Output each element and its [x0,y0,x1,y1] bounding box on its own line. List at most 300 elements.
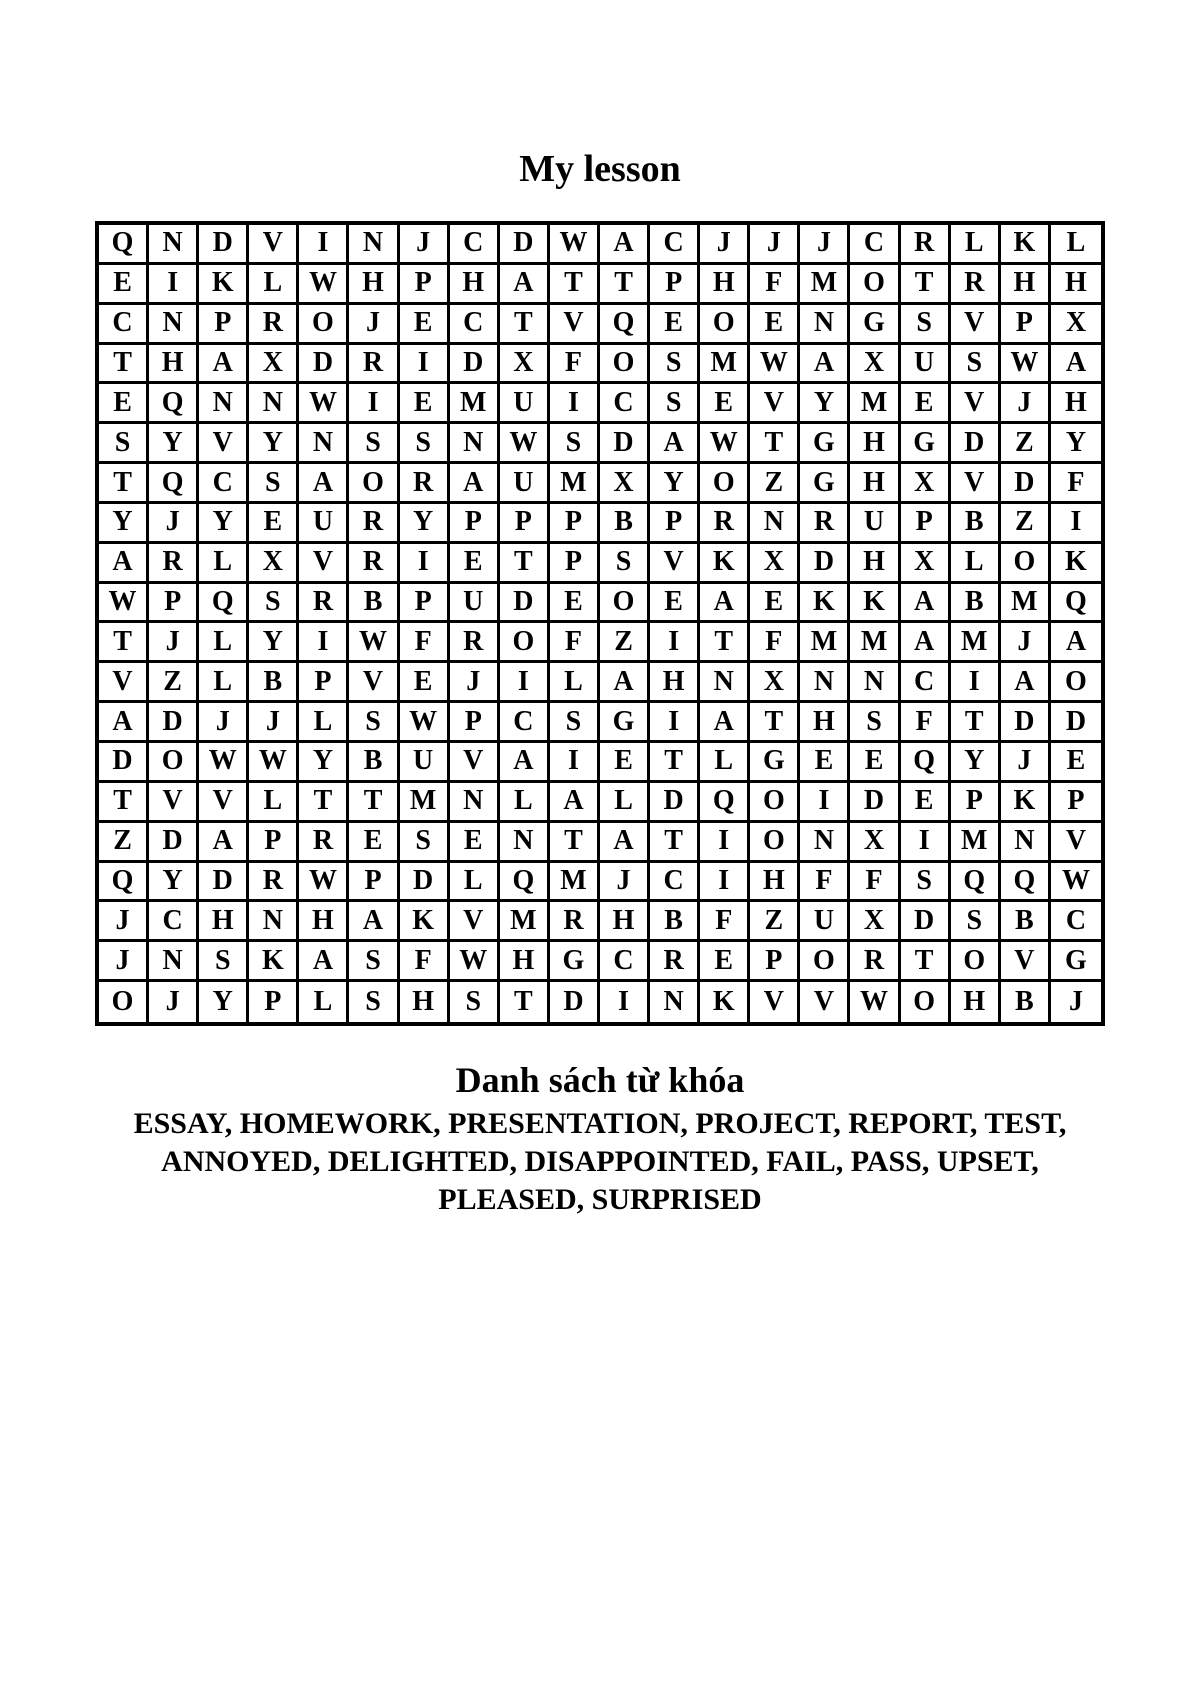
grid-cell: W [349,623,399,663]
grid-cell: S [650,384,700,424]
grid-cell: X [249,345,299,385]
grid-cell: U [450,584,500,624]
grid-cell: O [500,623,550,663]
grid-cell: H [500,942,550,982]
grid-cell: H [951,982,1001,1022]
grid-cell: T [500,982,550,1022]
keyword-line: PLEASED, SURPRISED [438,1183,762,1216]
grid-cell: L [299,982,349,1022]
grid-cell: P [750,942,800,982]
grid-cell: D [149,823,199,863]
grid-cell: N [349,225,399,265]
grid-cell: R [149,544,199,584]
grid-cell: V [450,743,500,783]
grid-cell: I [400,345,450,385]
grid-cell: P [550,544,600,584]
grid-cell: Q [700,783,750,823]
grid-cell: A [299,942,349,982]
grid-cell: W [299,265,349,305]
grid-cell: O [99,982,149,1022]
grid-cell: M [550,863,600,903]
grid-cell: D [149,703,199,743]
grid-cell: A [1001,663,1051,703]
grid-cell: G [800,424,850,464]
grid-cell: Q [1001,863,1051,903]
grid-cell: J [1001,743,1051,783]
grid-cell: A [700,584,750,624]
grid-cell: R [349,544,399,584]
grid-cell: Z [750,464,800,504]
grid-cell: Y [99,504,149,544]
grid-cell: L [951,544,1001,584]
grid-cell: B [349,743,399,783]
grid-cell: V [199,783,249,823]
grid-cell: F [800,863,850,903]
grid-cell: T [750,703,800,743]
grid-cell: P [500,504,550,544]
grid-cell: O [800,942,850,982]
grid-cell: V [299,544,349,584]
grid-cell: O [600,584,650,624]
grid-cell: S [349,703,399,743]
grid-cell: E [450,544,500,584]
grid-cell: A [199,345,249,385]
grid-cell: M [450,384,500,424]
grid-cell: J [149,504,199,544]
grid-cell: P [199,305,249,345]
grid-cell: J [149,623,199,663]
grid-cell: K [800,584,850,624]
grid-cell: C [650,863,700,903]
grid-cell: B [1001,902,1051,942]
grid-cell: V [951,384,1001,424]
grid-cell: E [349,823,399,863]
page-title: My lesson [519,148,681,190]
grid-cell: M [550,464,600,504]
grid-cell: A [500,743,550,783]
grid-cell: V [199,424,249,464]
grid-cell: D [450,345,500,385]
grid-cell: B [1001,982,1051,1022]
grid-cell: Q [901,743,951,783]
grid-cell: E [650,584,700,624]
grid-cell: H [700,265,750,305]
grid-cell: L [249,783,299,823]
grid-cell: O [600,345,650,385]
grid-cell: Y [800,384,850,424]
grid-cell: S [550,703,600,743]
grid-cell: Y [249,623,299,663]
grid-cell: O [750,783,800,823]
grid-cell: E [750,584,800,624]
grid-cell: D [901,902,951,942]
grid-cell: Q [500,863,550,903]
grid-cell: T [500,305,550,345]
grid-cell: M [850,623,900,663]
grid-cell: Y [199,504,249,544]
grid-cell: H [349,265,399,305]
grid-cell: S [249,584,299,624]
grid-cell: H [450,265,500,305]
grid-cell: D [1001,464,1051,504]
grid-cell: T [99,345,149,385]
grid-cell: Z [99,823,149,863]
grid-cell: X [600,464,650,504]
grid-cell: E [99,265,149,305]
keyword-list [60,1105,1140,1219]
grid-cell: C [199,464,249,504]
grid-cell: W [1051,863,1101,903]
grid-cell: Y [650,464,700,504]
grid-cell: D [1051,703,1101,743]
grid-cell: P [249,982,299,1022]
grid-cell: B [650,902,700,942]
grid-cell: O [750,823,800,863]
grid-cell: S [901,305,951,345]
grid-cell: D [650,783,700,823]
grid-cell: F [550,623,600,663]
grid-cell: W [400,703,450,743]
grid-cell: N [1001,823,1051,863]
grid-cell: N [800,823,850,863]
grid-cell: M [500,902,550,942]
grid-cell: N [650,982,700,1022]
grid-cell: C [500,703,550,743]
grid-cell: D [299,345,349,385]
grid-cell: W [299,384,349,424]
grid-cell: P [1001,305,1051,345]
grid-cell: D [600,424,650,464]
grid-cell: H [1051,384,1101,424]
grid-cell: E [850,743,900,783]
grid-cell: G [1051,942,1101,982]
grid-cell: F [750,623,800,663]
grid-cell: E [249,504,299,544]
grid-cell: I [800,783,850,823]
grid-cell: J [600,863,650,903]
grid-cell: L [600,783,650,823]
grid-cell: A [99,544,149,584]
grid-cell: N [149,942,199,982]
grid-cell: E [901,783,951,823]
grid-cell: O [1051,663,1101,703]
grid-cell: N [850,663,900,703]
grid-cell: W [99,584,149,624]
grid-cell: J [99,902,149,942]
grid-cell: A [650,424,700,464]
grid-cell: T [700,623,750,663]
grid-cell: Y [299,743,349,783]
grid-cell: M [400,783,450,823]
grid-cell: D [1001,703,1051,743]
grid-cell: W [700,424,750,464]
grid-cell: X [901,544,951,584]
grid-cell: J [199,703,249,743]
grid-cell: Y [149,863,199,903]
grid-cell: X [850,902,900,942]
grid-cell: C [901,663,951,703]
grid-cell: R [349,504,399,544]
grid-cell: H [750,863,800,903]
grid-cell: Y [951,743,1001,783]
grid-cell: W [1001,345,1051,385]
grid-cell: S [901,863,951,903]
grid-cell: F [400,623,450,663]
grid-cell: M [700,345,750,385]
grid-cell: R [650,942,700,982]
grid-cell: O [850,265,900,305]
grid-cell: R [299,823,349,863]
grid-cell: A [299,464,349,504]
grid-cell: A [1051,345,1101,385]
grid-cell: Y [400,504,450,544]
grid-cell: H [299,902,349,942]
grid-cell: A [450,464,500,504]
grid-cell: P [650,265,700,305]
grid-cell: D [199,225,249,265]
keyword-line: ANNOYED, DELIGHTED, DISAPPOINTED, FAIL, PASS, UPSET, [161,1145,1039,1178]
grid-cell: L [550,663,600,703]
grid-cell: X [850,345,900,385]
grid-cell: I [400,544,450,584]
grid-cell: V [249,225,299,265]
grid-cell: O [951,942,1001,982]
grid-cell: T [500,544,550,584]
grid-cell: A [901,623,951,663]
grid-cell: S [249,464,299,504]
grid-cell: B [951,584,1001,624]
grid-cell: J [800,225,850,265]
grid-cell: N [149,305,199,345]
grid-cell: P [400,265,450,305]
grid-cell: P [1051,783,1101,823]
grid-cell: C [450,305,500,345]
grid-cell: D [800,544,850,584]
grid-cell: W [850,982,900,1022]
grid-cell: O [149,743,199,783]
grid-cell: B [249,663,299,703]
grid-cell: F [550,345,600,385]
grid-cell: L [249,265,299,305]
grid-cell: W [550,225,600,265]
grid-cell: U [299,504,349,544]
grid-cell: K [199,265,249,305]
grid-cell: K [1001,783,1051,823]
grid-cell: L [199,623,249,663]
grid-cell: T [901,265,951,305]
grid-cell: S [199,942,249,982]
grid-cell: H [199,902,249,942]
grid-cell: Q [951,863,1001,903]
grid-cell: L [199,544,249,584]
grid-cell: I [550,743,600,783]
grid-cell: W [299,863,349,903]
grid-cell: T [99,464,149,504]
grid-cell: B [349,584,399,624]
grid-cell: E [400,663,450,703]
grid-cell: L [1051,225,1101,265]
grid-cell: U [800,902,850,942]
grid-cell: C [1051,902,1101,942]
grid-cell: I [349,384,399,424]
grid-cell: S [951,345,1001,385]
grid-cell: E [800,743,850,783]
grid-cell: M [800,623,850,663]
grid-cell: S [349,424,399,464]
grid-cell: Z [750,902,800,942]
grid-cell: Z [149,663,199,703]
grid-cell: N [750,504,800,544]
grid-cell: E [600,743,650,783]
grid-cell: J [1068,986,1083,1018]
grid-cell: E [700,384,750,424]
grid-cell: R [249,863,299,903]
grid-cell: H [1051,265,1101,305]
grid-cell: H [650,663,700,703]
grid-cell: E [750,305,800,345]
grid-cell: Q [600,305,650,345]
grid-cell: C [450,225,500,265]
grid-cell: F [400,942,450,982]
grid-cell: U [500,464,550,504]
grid-cell: S [550,424,600,464]
grid-cell: I [149,265,199,305]
grid-cell: A [99,703,149,743]
grid-cell: I [299,225,349,265]
grid-cell: A [901,584,951,624]
grid-cell: Q [149,384,199,424]
grid-cell: I [600,982,650,1022]
word-search-grid [95,221,1105,1026]
grid-cell: V [149,783,199,823]
grid-cell: A [349,902,399,942]
grid-cell: L [500,783,550,823]
grid-cell: V [750,384,800,424]
grid-cell: R [850,942,900,982]
grid-cell: P [299,663,349,703]
grid-cell: S [99,424,149,464]
grid-cell: Q [99,225,149,265]
grid-cell: J [249,703,299,743]
grid-cell: K [400,902,450,942]
grid-cell: O [349,464,399,504]
grid-cell: N [149,225,199,265]
grid-cell: Q [99,863,149,903]
grid-cell: A [800,345,850,385]
grid-cell: S [400,424,450,464]
grid-cell: C [850,225,900,265]
grid-cell: M [800,265,850,305]
grid-cell: N [249,902,299,942]
grid-cell: U [400,743,450,783]
grid-cell: L [700,743,750,783]
grid-cell: O [1001,544,1051,584]
grid-cell: X [500,345,550,385]
grid-cell: H [850,464,900,504]
grid-cell: J [700,225,750,265]
grid-cell: A [700,703,750,743]
grid-cell: I [700,863,750,903]
grid-cell: N [800,663,850,703]
grid-cell: Z [600,623,650,663]
grid-cell: E [650,305,700,345]
grid-cell: X [750,663,800,703]
grid-cell: Z [1001,504,1051,544]
grid-cell: J [450,663,500,703]
grid-cell: P [450,504,500,544]
grid-cell: Q [149,464,199,504]
grid-cell: M [951,823,1001,863]
grid-cell: S [650,345,700,385]
grid-cell: U [850,504,900,544]
grid-cell: M [1001,584,1051,624]
grid-cell: T [750,424,800,464]
grid-cell: V [951,305,1001,345]
keyword-list-heading: Danh sách từ khóa [455,1060,745,1100]
grid-cell: N [199,384,249,424]
grid-cell: T [349,783,399,823]
grid-cell: L [199,663,249,703]
grid-cell: D [400,863,450,903]
grid-cell: R [700,504,750,544]
grid-cell: N [450,783,500,823]
grid-cell: P [349,863,399,903]
grid-cell: J [349,305,399,345]
grid-cell: K [249,942,299,982]
grid-cell: P [951,783,1001,823]
keyword-line: ESSAY, HOMEWORK, PRESENTATION, PROJECT, REPORT, TEST, [133,1107,1067,1140]
grid-cell: R [901,225,951,265]
grid-cell: R [249,305,299,345]
grid-cell: R [299,584,349,624]
grid-cell: A [600,823,650,863]
grid-cell: G [901,424,951,464]
grid-cell: P [901,504,951,544]
grid-cell: G [600,703,650,743]
grid-cell: N [800,305,850,345]
grid-cell: S [400,823,450,863]
grid-cell: F [850,863,900,903]
grid-cell: V [349,663,399,703]
grid-cell: A [500,265,550,305]
grid-cell: I [700,823,750,863]
grid-cell: F [750,265,800,305]
grid-cell: A [600,663,650,703]
grid-cell: K [1001,225,1051,265]
grid-cell: R [951,265,1001,305]
grid-cell: T [650,743,700,783]
grid-cell: V [800,982,850,1022]
grid-cell: F [901,703,951,743]
grid-cell: X [249,544,299,584]
grid-cell: I [901,823,951,863]
grid-cell: E [700,942,750,982]
grid-cell: V [951,464,1001,504]
grid-cell: V [1001,942,1051,982]
grid-cell: V [1051,823,1101,863]
grid-cell: J [400,225,450,265]
grid-cell: P [249,823,299,863]
grid-cell: D [550,982,600,1022]
grid-cell: R [349,345,399,385]
grid-cell: C [99,305,149,345]
grid-cell: K [700,544,750,584]
grid-cell: W [450,942,500,982]
grid-cell: A [600,225,650,265]
grid-cell: H [400,982,450,1022]
grid-cell: I [1051,504,1101,544]
grid-cell: C [600,384,650,424]
